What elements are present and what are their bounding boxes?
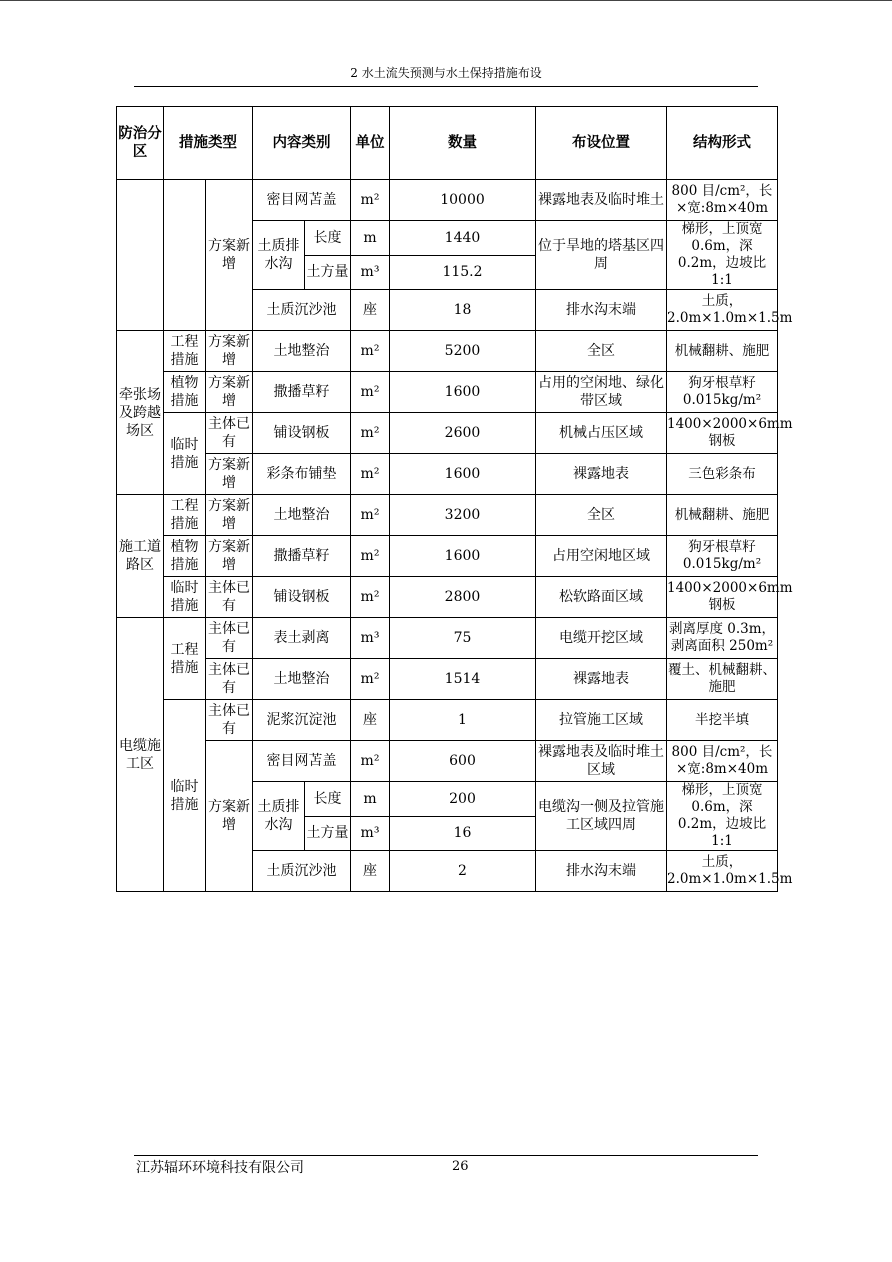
- content-cell: 土质沉沙池: [253, 851, 351, 892]
- status-cell: 主体已有: [206, 700, 253, 741]
- col-header-unit: 单位: [351, 107, 390, 180]
- status-cell: 方案新增: [206, 495, 253, 536]
- structure-cell: 土质，2.0m×1.0m×1.5m: [667, 851, 778, 892]
- table-row: [117, 495, 778, 536]
- content-cell: 密目网苫盖: [253, 741, 351, 782]
- measures-table: [116, 106, 793, 892]
- table-row: [117, 700, 778, 741]
- table-header-row: [117, 107, 778, 180]
- table-row: [117, 618, 778, 659]
- status-cell: 主体已有: [206, 618, 253, 659]
- qty-cell: 1600: [390, 454, 536, 495]
- structure-cell: 三色彩条布: [667, 454, 778, 495]
- structure-cell: 梯形，上顶宽 0.6m，深 0.2m，边坡比 1:1: [667, 782, 778, 851]
- location-cell: 全区: [536, 331, 667, 372]
- page-top-border: [0, 0, 892, 1]
- content-cell: 铺设钢板: [253, 577, 351, 618]
- qty-cell: 1600: [390, 372, 536, 413]
- type-cell: 工程措施: [164, 618, 206, 700]
- qty-cell: 600: [390, 741, 536, 782]
- unit-cell: m: [351, 221, 390, 256]
- location-cell: 排水沟末端: [536, 851, 667, 892]
- content-cell: 彩条布铺垫: [253, 454, 351, 495]
- status-cell: 方案新增: [206, 180, 253, 331]
- qty-cell: 16: [390, 816, 536, 851]
- col-header-structure: 结构形式: [667, 107, 778, 180]
- unit-cell: 座: [351, 851, 390, 892]
- unit-cell: m³: [351, 255, 390, 290]
- content-cell: 密目网苫盖: [253, 180, 351, 221]
- col-header-content: 内容类别: [253, 107, 351, 180]
- content-cell: 撒播草籽: [253, 372, 351, 413]
- col-header-zone: 防治分区: [117, 107, 164, 180]
- location-cell: 位于旱地的塔基区四周: [536, 221, 667, 290]
- unit-cell: m²: [351, 659, 390, 700]
- unit-cell: m: [351, 782, 390, 817]
- content-cell: 土地整治: [253, 495, 351, 536]
- qty-cell: 2: [390, 851, 536, 892]
- content-cell: 土质排水沟: [253, 221, 305, 290]
- structure-cell: 狗牙根草籽 0.015kg/m²: [667, 536, 778, 577]
- content-cell: 铺设钢板: [253, 413, 351, 454]
- content-cell: 土地整治: [253, 331, 351, 372]
- unit-cell: m³: [351, 816, 390, 851]
- type-cell: 工程措施: [164, 495, 206, 536]
- qty-cell: 75: [390, 618, 536, 659]
- qty-cell: 1440: [390, 221, 536, 256]
- content-cell: 表土剥离: [253, 618, 351, 659]
- structure-cell: 狗牙根草籽 0.015kg/m²: [667, 372, 778, 413]
- status-cell: 方案新增: [206, 454, 253, 495]
- unit-cell: m²: [351, 577, 390, 618]
- type-cell: 临时措施: [164, 700, 206, 892]
- table-row: [117, 372, 778, 413]
- subcontent-cell: 土方量: [305, 255, 351, 290]
- running-header: 2 水土流失预测与水土保持措施布设: [350, 66, 542, 80]
- location-cell: 电缆开挖区域: [536, 618, 667, 659]
- table-row: [117, 659, 778, 700]
- zone-cell: 施工道路区: [117, 495, 164, 618]
- unit-cell: m²: [351, 372, 390, 413]
- table-row: [117, 180, 778, 221]
- qty-cell: 115.2: [390, 255, 536, 290]
- structure-cell: 土质，2.0m×1.0m×1.5m: [667, 290, 778, 331]
- table-row: [117, 413, 778, 454]
- location-cell: 拉管施工区域: [536, 700, 667, 741]
- location-cell: 占用空闲地区域: [536, 536, 667, 577]
- col-header-type: 措施类型: [164, 107, 253, 180]
- unit-cell: m²: [351, 741, 390, 782]
- location-cell: 排水沟末端: [536, 290, 667, 331]
- type-cell: 工程措施: [164, 331, 206, 372]
- page-number: 26: [452, 1159, 469, 1174]
- status-cell: 方案新增: [206, 536, 253, 577]
- location-cell: 裸露地表: [536, 659, 667, 700]
- location-cell: 裸露地表及临时堆土区域: [536, 741, 667, 782]
- unit-cell: m²: [351, 454, 390, 495]
- subcontent-cell: 土方量: [305, 816, 351, 851]
- qty-cell: 2600: [390, 413, 536, 454]
- footer-rule: [134, 1155, 758, 1156]
- qty-cell: 200: [390, 782, 536, 817]
- unit-cell: m²: [351, 331, 390, 372]
- location-cell: 全区: [536, 495, 667, 536]
- structure-cell: 覆土、机械翻耕、施肥: [667, 659, 778, 700]
- table-row: [117, 331, 778, 372]
- status-cell: 主体已有: [206, 413, 253, 454]
- zone-cell: 牵张场及跨越场区: [117, 331, 164, 495]
- location-cell: 裸露地表及临时堆土: [536, 180, 667, 221]
- structure-cell: 机械翻耕、施肥: [667, 495, 778, 536]
- col-header-location: 布设位置: [536, 107, 667, 180]
- type-cell: 临时措施: [164, 577, 206, 618]
- status-cell: 方案新增: [206, 741, 253, 892]
- subcontent-cell: 长度: [305, 782, 351, 817]
- location-cell: 占用的空闲地、绿化带区域: [536, 372, 667, 413]
- zone-cell-empty: [117, 180, 164, 331]
- structure-cell: 1400×2000×6mm 钢板: [667, 577, 778, 618]
- unit-cell: m²: [351, 413, 390, 454]
- qty-cell: 1: [390, 700, 536, 741]
- status-cell: 方案新增: [206, 372, 253, 413]
- table-row: [117, 741, 778, 782]
- footer-company: 江苏辐环环境科技有限公司: [136, 1160, 304, 1176]
- structure-cell: 1400×2000×6mm 钢板: [667, 413, 778, 454]
- unit-cell: m²: [351, 495, 390, 536]
- structure-cell: 机械翻耕、施肥: [667, 331, 778, 372]
- qty-cell: 3200: [390, 495, 536, 536]
- unit-cell: 座: [351, 700, 390, 741]
- table-row: [117, 454, 778, 495]
- qty-cell: 1514: [390, 659, 536, 700]
- structure-cell: 800 目/cm²，长×宽:8m×40m: [667, 741, 778, 782]
- qty-cell: 2800: [390, 577, 536, 618]
- type-cell-empty: [164, 180, 206, 331]
- status-cell: 方案新增: [206, 331, 253, 372]
- location-cell: 松软路面区域: [536, 577, 667, 618]
- unit-cell: m²: [351, 180, 390, 221]
- structure-cell: 剥离厚度 0.3m，剥离面积 250m²: [667, 618, 778, 659]
- structure-cell: 800 目/cm²，长×宽:8m×40m: [667, 180, 778, 221]
- qty-cell: 10000: [390, 180, 536, 221]
- type-cell: 植物措施: [164, 536, 206, 577]
- content-cell: 泥浆沉淀池: [253, 700, 351, 741]
- qty-cell: 1600: [390, 536, 536, 577]
- unit-cell: m²: [351, 536, 390, 577]
- header-rule: [134, 86, 758, 87]
- location-cell: 机械占压区域: [536, 413, 667, 454]
- content-cell: 土质排水沟: [253, 782, 305, 851]
- zone-cell: 电缆施工区: [117, 618, 164, 892]
- table-row: [117, 577, 778, 618]
- content-cell: 土地整治: [253, 659, 351, 700]
- content-cell: 撒播草籽: [253, 536, 351, 577]
- subcontent-cell: 长度: [305, 221, 351, 256]
- location-cell: 裸露地表: [536, 454, 667, 495]
- table-row: [117, 536, 778, 577]
- unit-cell: 座: [351, 290, 390, 331]
- qty-cell: 5200: [390, 331, 536, 372]
- col-header-qty: 数量: [390, 107, 536, 180]
- location-cell: 电缆沟一侧及拉管施工区域四周: [536, 782, 667, 851]
- content-cell: 土质沉沙池: [253, 290, 351, 331]
- qty-cell: 18: [390, 290, 536, 331]
- type-cell: 临时措施: [164, 413, 206, 495]
- unit-cell: m³: [351, 618, 390, 659]
- type-cell: 植物措施: [164, 372, 206, 413]
- status-cell: 主体已有: [206, 577, 253, 618]
- structure-cell: 半挖半填: [667, 700, 778, 741]
- structure-cell: 梯形，上顶宽 0.6m，深 0.2m，边坡比 1:1: [667, 221, 778, 290]
- status-cell: 主体已有: [206, 659, 253, 700]
